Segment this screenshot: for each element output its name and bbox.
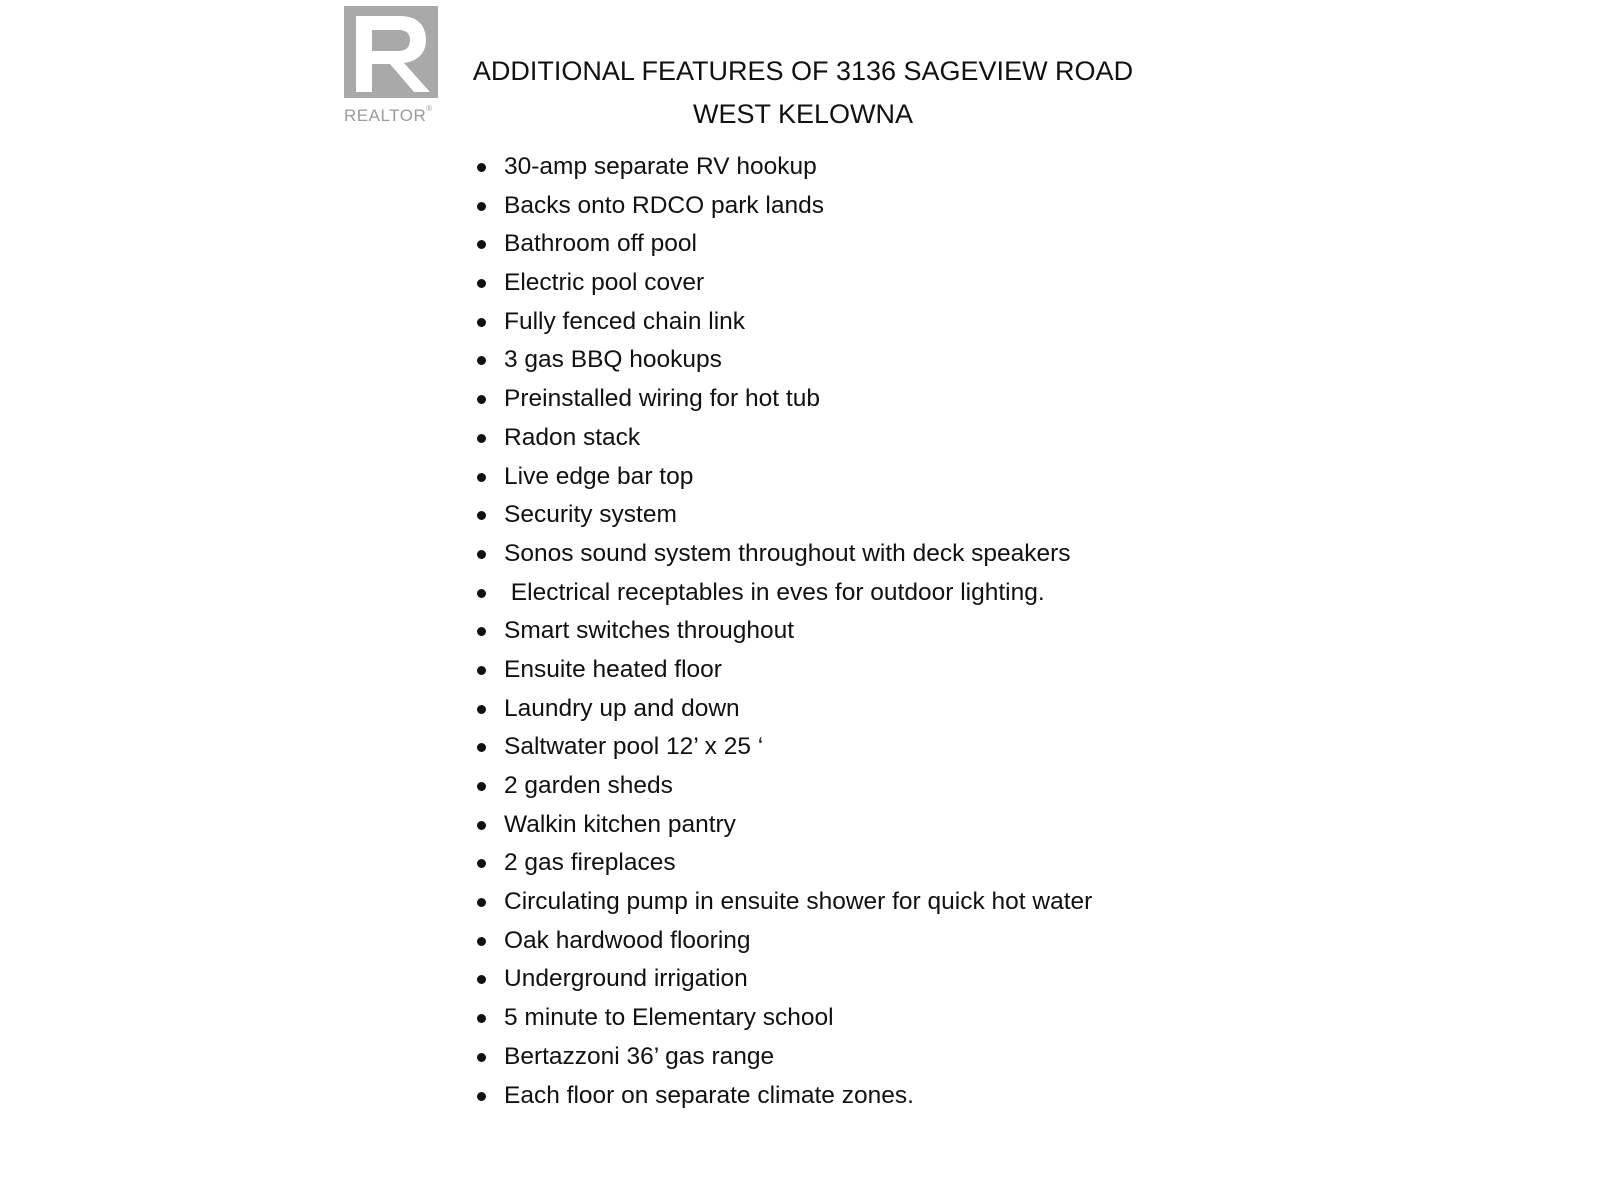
feature-list-item <box>470 844 1092 883</box>
feature-list-item <box>470 767 1092 806</box>
feature-list-item <box>470 303 1092 342</box>
bullet-icon <box>477 395 486 404</box>
feature-list-item <box>470 458 1092 497</box>
feature-list-item <box>470 225 1092 264</box>
bullet-icon <box>477 1014 486 1023</box>
feature-text: Bertazzoni 36’ gas range <box>504 1042 775 1070</box>
feature-text: Bathroom off pool <box>504 230 697 258</box>
feature-text: Oak hardwood flooring <box>504 926 751 954</box>
bullet-icon <box>477 318 486 327</box>
bullet-icon <box>477 975 486 984</box>
feature-text: Smart switches throughout <box>504 617 795 645</box>
bullet-icon <box>477 163 486 172</box>
bullet-icon <box>477 279 486 288</box>
feature-text: Saltwater pool 12’ x 25 ‘ <box>504 733 764 761</box>
feature-list-item <box>470 883 1092 922</box>
bullet-icon <box>477 666 486 675</box>
feature-text: Ensuite heated floor <box>504 655 722 683</box>
bullet-icon <box>477 705 486 714</box>
feature-list-item <box>470 496 1092 535</box>
bullet-icon <box>477 937 486 946</box>
feature-text: Circulating pump in ensuite shower for quick hot water <box>504 888 1093 916</box>
feature-text: 3 gas BBQ hookups <box>504 346 722 374</box>
bullet-icon <box>477 589 486 598</box>
bullet-icon <box>477 240 486 249</box>
feature-list-item <box>470 1038 1092 1077</box>
feature-list-item <box>470 187 1092 226</box>
feature-list-item <box>470 651 1092 690</box>
feature-list-item <box>470 612 1092 651</box>
bullet-icon <box>477 550 486 559</box>
bullet-icon <box>477 627 486 636</box>
feature-list-item <box>470 806 1092 845</box>
feature-text: Sonos sound system throughout with deck speakers <box>504 539 1071 567</box>
feature-text: Backs onto RDCO park lands <box>504 191 824 219</box>
page-title <box>400 50 1206 136</box>
registered-mark: ® <box>426 104 433 113</box>
feature-list-item <box>470 419 1092 458</box>
bullet-icon <box>477 743 486 752</box>
bullet-icon <box>477 434 486 443</box>
bullet-icon <box>477 1092 486 1101</box>
bullet-icon <box>477 859 486 868</box>
bullet-icon <box>477 356 486 365</box>
feature-list-item <box>470 380 1092 419</box>
feature-list-item <box>470 690 1092 729</box>
feature-text: 30-amp separate RV hookup <box>504 153 817 180</box>
bullet-icon <box>477 202 486 211</box>
feature-text: Security system <box>504 501 677 529</box>
feature-text: 2 gas fireplaces <box>504 849 676 877</box>
feature-text: Electric pool cover <box>504 269 705 297</box>
feature-text: Laundry up and down <box>504 694 740 722</box>
feature-list-item <box>470 574 1092 613</box>
feature-list-item <box>470 960 1092 999</box>
feature-list <box>470 148 1092 1115</box>
feature-list-item <box>470 148 1092 187</box>
feature-text: Preinstalled wiring for hot tub <box>504 385 820 413</box>
realtor-wordmark-text: REALTOR <box>344 106 427 125</box>
feature-text: 2 garden sheds <box>504 772 673 799</box>
bullet-icon <box>477 898 486 907</box>
title-line-1: ADDITIONAL FEATURES OF 3136 SAGEVIEW ROAD <box>472 56 1134 86</box>
feature-text: Walkin kitchen pantry <box>504 810 736 838</box>
feature-text: Radon stack <box>504 423 641 451</box>
feature-list-item <box>470 728 1092 767</box>
feature-text: Fully fenced chain link <box>504 307 746 335</box>
feature-text: Underground irrigation <box>504 965 748 993</box>
bullet-icon <box>477 473 486 482</box>
feature-text: Live edge bar top <box>504 462 694 490</box>
feature-text: Electrical receptables in eves for outdoor lighting. <box>504 578 1045 606</box>
bullet-icon <box>477 782 486 791</box>
bullet-icon <box>477 511 486 520</box>
feature-list-item <box>470 922 1092 961</box>
feature-list-item <box>470 341 1092 380</box>
feature-list-item <box>470 535 1092 574</box>
feature-list-item <box>470 264 1092 303</box>
bullet-icon <box>477 1053 486 1062</box>
feature-list-item <box>470 1077 1092 1116</box>
feature-text: Each floor on separate climate zones. <box>504 1081 914 1109</box>
feature-list-item <box>470 999 1092 1038</box>
title-line-2: WEST KELOWNA <box>692 99 914 129</box>
bullet-icon <box>477 821 486 830</box>
feature-text: 5 minute to Elementary school <box>504 1004 834 1032</box>
